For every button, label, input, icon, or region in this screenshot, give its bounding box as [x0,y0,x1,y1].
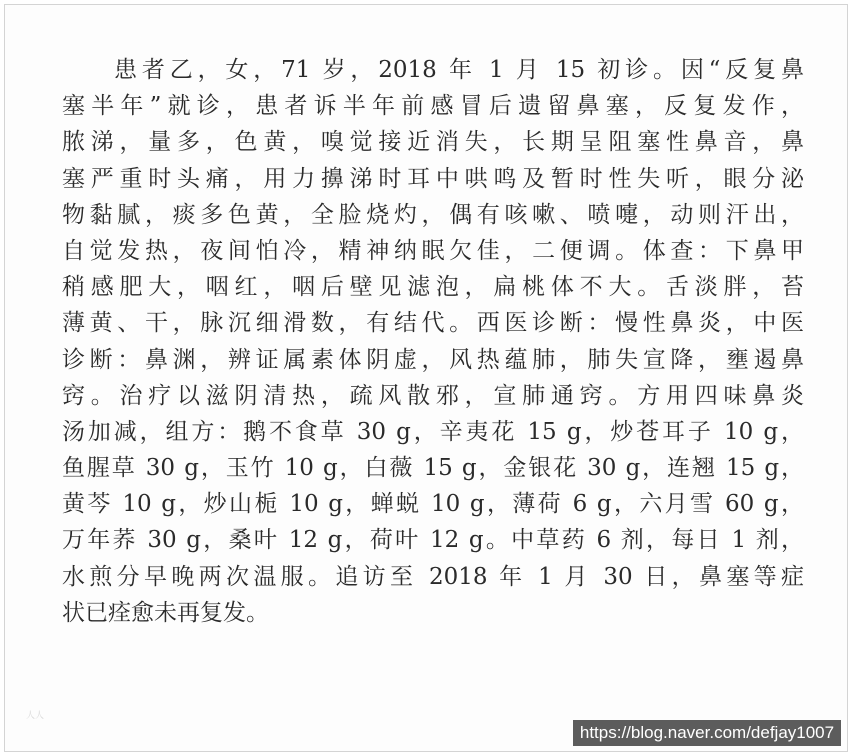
corner-watermark: 人人 [26,711,45,721]
text-line: 自觉发热，夜间怕冷，精神纳眠欠佳，二便调。体查：下鼻甲 [62,237,804,264]
text-line: 塞严重时头痛，用力擤涕时耳中哄鸣及暂时性失听，眼分泌 [62,165,804,192]
text-line: 窍。治疗以滋阴清热，疏风散邪，宣肺通窍。方用四味鼻炎 [62,382,804,409]
text-line: 鱼腥草 30 g，玉竹 10 g，白薇 15 g，金银花 30 g，连翘 15 g， [62,455,804,482]
text-line: 诊断：鼻渊，辨证属素体阴虚，风热蕴肺，肺失宣降，壅遏鼻 [62,346,804,373]
text-line: 万年荞 30 g，桑叶 12 g，荷叶 12 g。中草药 6 剂，每日 1 剂， [62,527,804,554]
text-line: 汤加减，组方：鹅不食草 30 g，辛夷花 15 g，炒苍耳子 10 g， [62,418,804,445]
text-line: 塞半年”就诊，患者诉半年前感冒后遗留鼻塞，反复发作， [62,93,804,120]
text-line: 水煎分早晚两次温服。追访至 2018 年 1 月 30 日，鼻塞等症 [62,563,804,590]
blog-url-watermark: https://blog.naver.com/defjay1007 [573,720,841,746]
text-line: 稍感肥大，咽红，咽后壁见滤泡，扁桃体不大。舌淡胖，苔 [62,274,804,301]
document-body [62,52,804,631]
text-line: 物黏腻，痰多色黄，全脸烧灼，偶有咳嗽、喷嚏，动则汗出， [62,201,804,228]
text-line: 脓涕，量多，色黄，嗅觉接近消失，长期呈阻塞性鼻音，鼻 [62,129,804,156]
text-line: 状已痊愈未再复发。 [62,599,269,626]
text-line: 薄黄、干，脉沉细滑数，有结代。西医诊断：慢性鼻炎，中医 [62,310,804,337]
text-line: 患者乙，女，71 岁，2018 年 1 月 15 初诊。因“反复鼻 [114,57,804,83]
text-line: 黄芩 10 g，炒山栀 10 g，蝉蜕 10 g，薄荷 6 g，六月雪 60 g， [62,491,804,518]
